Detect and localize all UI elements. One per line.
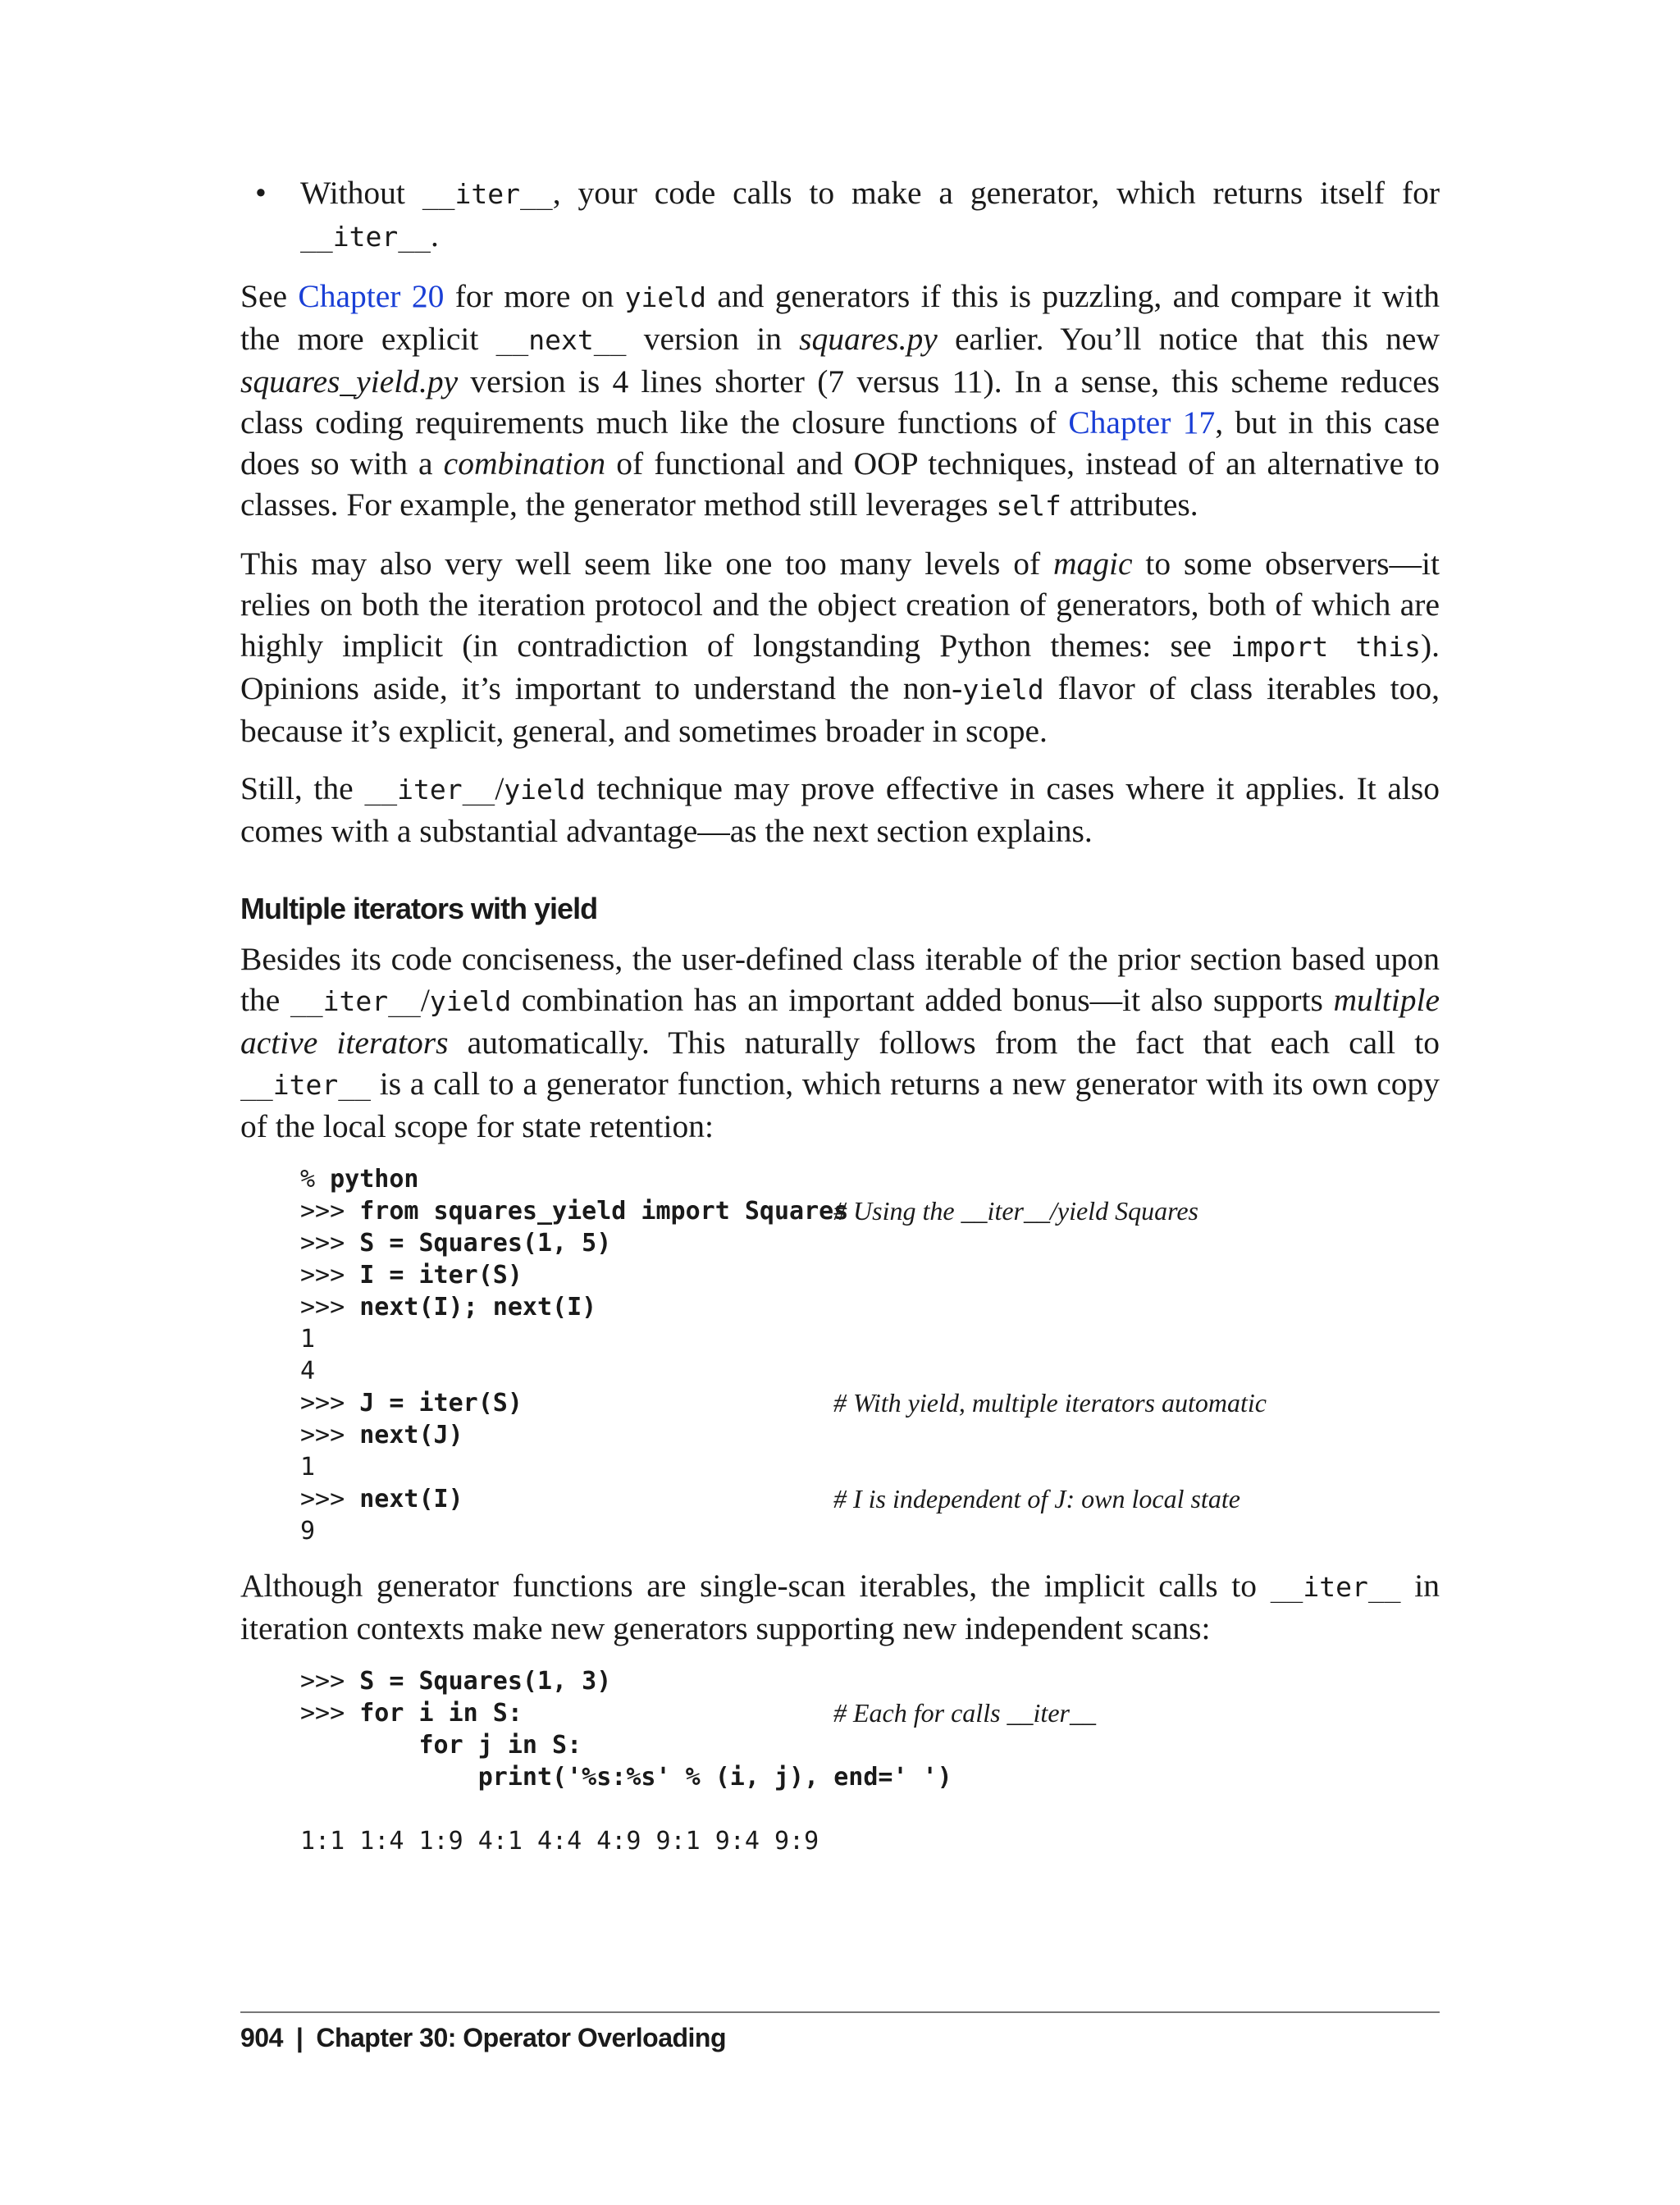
paragraph-5: [240, 1565, 1440, 1649]
paragraph-1: [240, 276, 1440, 527]
code-run: self: [996, 490, 1061, 522]
code-prompt: [300, 1731, 419, 1760]
code-block-2: [300, 1665, 1440, 1857]
paragraph-3: [240, 768, 1440, 851]
text-column: [240, 172, 1440, 1875]
code-input: for j in S:: [418, 1731, 582, 1760]
chapter-20-link[interactable]: Chapter 20: [298, 278, 445, 314]
code-line: [300, 1515, 1440, 1547]
paragraph-4: [240, 938, 1440, 1147]
text-run: earlier. You’ll notice that this new: [937, 321, 1440, 357]
code-prompt: [300, 1763, 478, 1792]
code-prompt: 1:1 1:4 1:9 4:1 4:4 4:9 9:1 9:4 9:9: [300, 1827, 819, 1856]
code-run: yield: [962, 673, 1044, 705]
text-run: This may also very well seem like one too many levels of: [240, 546, 1053, 582]
code-run: import this: [1230, 631, 1421, 663]
code-line: [300, 1163, 1440, 1195]
text-run: Without: [300, 175, 422, 211]
code-prompt: 1: [300, 1453, 316, 1481]
code-run: yield: [429, 985, 512, 1017]
bullet-item: [240, 172, 1440, 258]
code-line: [300, 1323, 1440, 1355]
code-prompt: >>>: [300, 1197, 360, 1226]
code-prompt: >>>: [300, 1389, 360, 1418]
text-run: for more on: [444, 278, 625, 314]
code-line: [300, 1729, 1440, 1761]
paragraph-2: [240, 543, 1440, 751]
code-run: __iter__: [1270, 1571, 1401, 1603]
code-line: [300, 1291, 1440, 1323]
code-line: [300, 1451, 1440, 1483]
text-run: ). Opinions aside, it’s important to understand the non-: [240, 628, 1440, 706]
text-run: automatically. This naturally follows from the fact that each call to: [448, 1025, 1440, 1061]
code-line: [300, 1483, 1440, 1515]
code-run: yield: [624, 281, 706, 313]
text-run: /: [420, 982, 430, 1018]
text-run: Besides its code conciseness, the user-defined class iterable of the prior section based upon the: [240, 941, 1440, 1018]
text-run: version in: [626, 321, 800, 357]
code-prompt: >>>: [300, 1229, 360, 1258]
code-prompt: 4: [300, 1357, 316, 1386]
footer-separator: |: [295, 2023, 304, 2052]
text-run: /: [495, 770, 504, 806]
text-run: to some observers—it relies on both the iteration protocol and the object creation of generators, both of which are highly implicit (in contradiction of longstanding Python themes: see: [240, 546, 1440, 664]
italic-run: combination: [443, 445, 606, 482]
code-input: next(I): [359, 1485, 463, 1513]
text-run: Still, the: [240, 770, 365, 806]
text-run: , your code calls to make a generator, which returns itself for: [552, 175, 1440, 211]
code-run: yield: [504, 774, 586, 806]
code-prompt: 1: [300, 1325, 316, 1354]
code-line: [300, 1259, 1440, 1291]
text-run: attributes.: [1061, 486, 1198, 523]
text-run: and generators if this is puzzling, and compare it with the more explicit: [240, 278, 1440, 357]
text-run: in iteration contexts make new generators supporting new independent scans:: [240, 1568, 1440, 1646]
text-run: .: [430, 217, 439, 253]
code-run: __iter__: [290, 985, 421, 1017]
code-line: [300, 1697, 1440, 1729]
chapter-17-link[interactable]: Chapter 17: [1068, 404, 1216, 441]
code-run: __iter__: [240, 1069, 371, 1101]
text-run: is a call to a generator function, which returns a new generator with its own copy of the local scope for state retention:: [240, 1066, 1440, 1144]
code-prompt: %: [300, 1165, 331, 1194]
code-input: print('%s:%s' % (i, j), end=' '): [477, 1763, 952, 1792]
bullet-dot-icon: •: [255, 175, 267, 211]
code-prompt: 9: [300, 1517, 316, 1545]
footer-divider: [240, 2011, 1440, 2013]
text-run: version is 4 lines shorter (7 versus 11). In a sense, this scheme reduces class coding requirements much like the closure functions of: [240, 363, 1440, 441]
text-run: combination has an important added bonus—it also supports: [511, 982, 1334, 1018]
page-footer: [240, 2023, 726, 2053]
code-line: [300, 1793, 1440, 1825]
code-prompt: >>>: [300, 1699, 360, 1728]
text-run: Although generator functions are single-scan iterables, the implicit calls to: [240, 1568, 1271, 1604]
code-run: __iter__: [300, 221, 431, 253]
italic-run: magic: [1052, 546, 1133, 582]
code-input: from squares_yield import Squares: [359, 1197, 849, 1226]
text-run: , but in this case does so with a: [240, 404, 1440, 482]
code-line: [300, 1419, 1440, 1451]
code-comment: # Using the __iter__/yield Squares: [833, 1196, 1198, 1226]
code-prompt: >>>: [300, 1261, 360, 1290]
page-number: 904: [240, 2023, 283, 2052]
code-prompt: >>>: [300, 1485, 360, 1513]
code-comment: # With yield, multiple iterators automatic: [833, 1388, 1267, 1418]
section-heading: Multiple iterators with yield: [240, 892, 598, 925]
text-run: flavor of class iterables too, because it’s explicit, general, and sometimes broader in scope.: [240, 670, 1440, 749]
code-input: S = Squares(1, 5): [359, 1229, 612, 1258]
code-input: J = iter(S): [359, 1389, 523, 1418]
code-input: next(J): [359, 1421, 463, 1449]
code-line: [300, 1195, 1440, 1227]
code-comment: # I is independent of J: own local state: [833, 1484, 1240, 1513]
footer-chapter-title: Chapter 30: Operator Overloading: [316, 2023, 727, 2052]
code-line: [300, 1227, 1440, 1259]
italic-run: squares.py: [799, 321, 938, 357]
code-line: [300, 1761, 1440, 1793]
code-prompt: >>>: [300, 1293, 360, 1322]
code-line: [300, 1825, 1440, 1857]
code-comment: # Each for calls __iter__: [833, 1698, 1096, 1728]
code-run: __next__: [495, 324, 627, 356]
code-run: __iter__: [364, 774, 495, 806]
code-input: python: [330, 1165, 419, 1194]
code-input: I = iter(S): [359, 1261, 523, 1290]
code-input: for i in S:: [359, 1699, 523, 1728]
italic-run: squares_yield.py: [240, 363, 459, 399]
code-input: next(I); next(I): [359, 1293, 597, 1322]
code-prompt: >>>: [300, 1667, 360, 1696]
text-run: technique may prove effective in cases where it applies. It also comes with a substantial advantage—as the next section explains.: [240, 770, 1440, 849]
code-line: [300, 1355, 1440, 1387]
code-run: __iter__: [422, 178, 553, 210]
code-input: S = Squares(1, 3): [359, 1667, 612, 1696]
code-line: [300, 1387, 1440, 1419]
italic-run: multiple active iterators: [240, 982, 1440, 1061]
text-run: See: [240, 278, 299, 314]
code-line: [300, 1665, 1440, 1697]
text-run: of functional and OOP techniques, instead of an alternative to classes. For example, the generator method still leverages: [240, 445, 1440, 523]
code-prompt: >>>: [300, 1421, 360, 1449]
code-block-1: [300, 1163, 1440, 1547]
